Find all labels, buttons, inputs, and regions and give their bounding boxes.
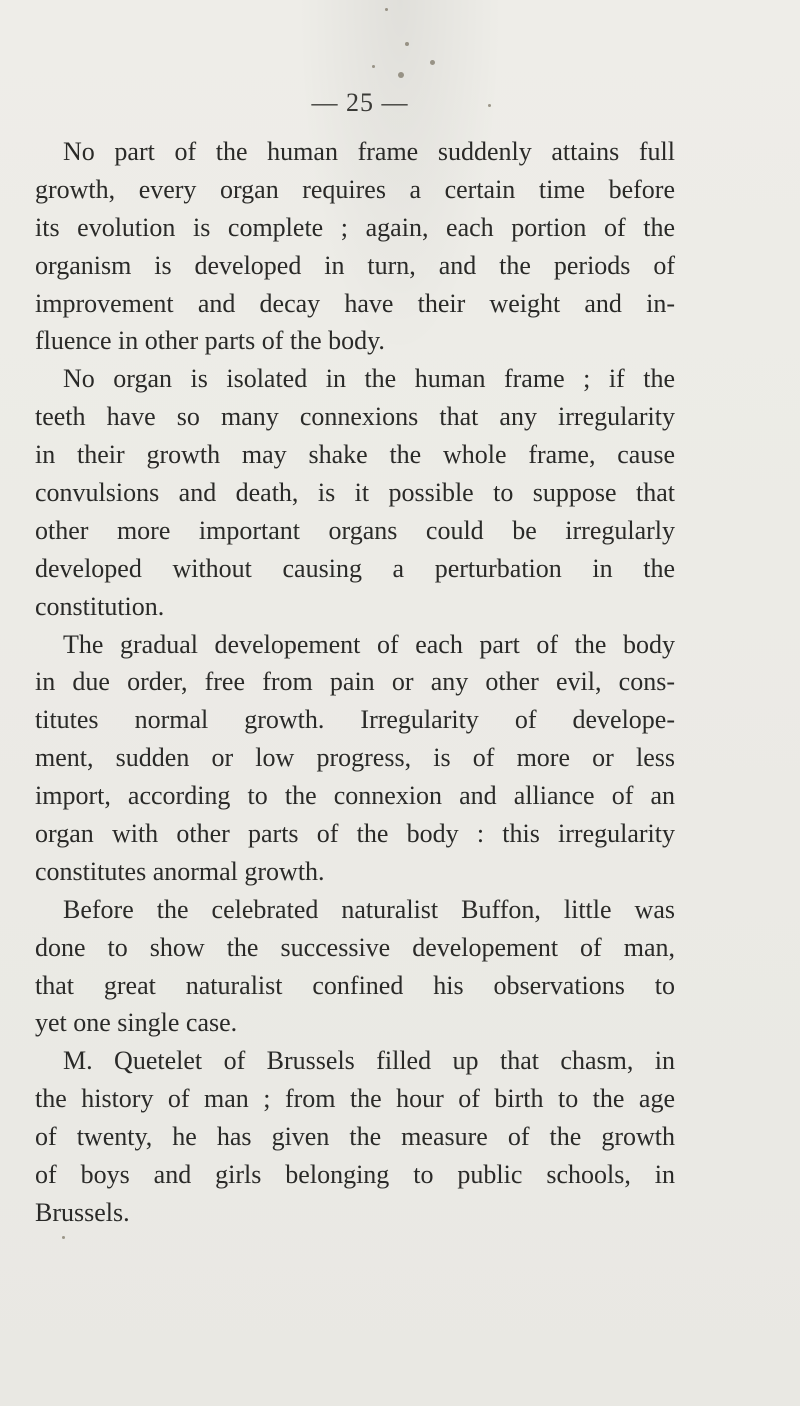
text-line: yet one single case. <box>35 1008 238 1038</box>
text-line: constitutes anormal growth. <box>35 856 325 886</box>
text-line: organ with other parts of the body : this irregularity <box>35 819 675 849</box>
text-line: in due order, free from pain or any other evil, cons- <box>35 667 675 697</box>
foxing-spot <box>430 60 435 65</box>
body-text <box>35 133 675 1232</box>
text-line: fluence in other parts of the body. <box>35 326 385 356</box>
text-line: teeth have so many connexions that any irregularity <box>35 402 675 432</box>
paragraph-5 <box>35 1042 675 1231</box>
text-line: that great naturalist confined his observations to <box>35 970 675 1000</box>
text-line: import, according to the connexion and alliance of an <box>35 781 675 811</box>
text-line: ment, sudden or low progress, is of more or less <box>35 743 675 773</box>
text-line: improvement and decay have their weight and in- <box>35 288 675 318</box>
foxing-spot <box>372 65 375 68</box>
foxing-spot <box>385 8 388 11</box>
text-line: of twenty, he has given the measure of the growth <box>35 1122 675 1152</box>
text-line: done to show the successive developement of man, <box>35 932 675 962</box>
text-line: its evolution is complete ; again, each portion of the <box>35 212 675 242</box>
text-line: convulsions and death, is it possible to suppose that <box>35 478 675 508</box>
text-line: constitution. <box>35 591 165 621</box>
paragraph-3 <box>35 626 675 891</box>
text-line: the history of man ; from the hour of birth to the age <box>35 1084 675 1114</box>
paragraph-4 <box>35 891 675 1043</box>
paragraph-1 <box>35 133 675 360</box>
paragraph-2 <box>35 360 675 625</box>
text-line: No part of the human frame suddenly attains full <box>63 137 675 166</box>
text-line: organism is developed in turn, and the periods of <box>35 250 675 280</box>
text-line: in their growth may shake the whole frame, cause <box>35 440 675 470</box>
text-line: other more important organs could be irregularly <box>35 515 675 545</box>
text-line: The gradual developement of each part of the body <box>63 629 675 659</box>
text-line: titutes normal growth. Irregularity of develope- <box>35 705 675 735</box>
text-line: M. Quetelet of Brussels filled up that chasm, in <box>63 1046 675 1076</box>
foxing-spot <box>62 1236 65 1239</box>
foxing-spot <box>398 72 404 78</box>
text-line: Before the celebrated naturalist Buffon, little was <box>63 894 675 924</box>
text-line: developed without causing a perturbation in the <box>35 553 675 583</box>
page-number: — 25 — <box>311 88 409 117</box>
text-line: growth, every organ requires a certain time before <box>35 174 675 204</box>
foxing-spot <box>405 42 409 46</box>
text-line: No organ is isolated in the human frame ; if the <box>63 364 675 394</box>
text-line: Brussels. <box>35 1197 130 1227</box>
text-line: of boys and girls belonging to public schools, in <box>35 1160 675 1190</box>
